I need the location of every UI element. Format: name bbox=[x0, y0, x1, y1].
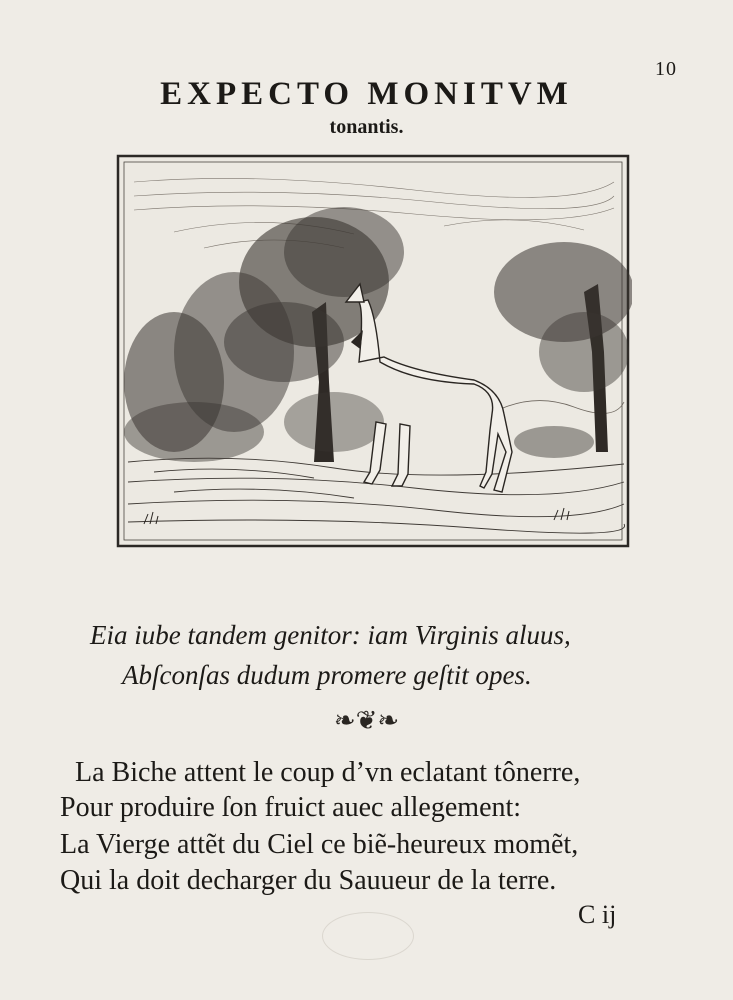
french-verse-line: La Vierge attẽt du Ciel ce biẽ-heureux momẽt, bbox=[60, 829, 579, 860]
fleuron-ornament: ❧❦❧ bbox=[333, 706, 400, 735]
engraving-image bbox=[114, 152, 632, 550]
latin-verse-line: Abſconſas dudum promere geſtit opes. bbox=[122, 660, 532, 690]
latin-verse-line: Eia iube tandem genitor: iam Virginis aluus, bbox=[90, 620, 571, 650]
emblem-subtitle: tonantis. bbox=[329, 116, 404, 138]
faint-stamp bbox=[322, 912, 414, 960]
french-verse-line: Pour produire ſon fruict auec allegement: bbox=[60, 792, 522, 823]
signature-mark: C ij bbox=[578, 900, 617, 929]
emblem-title: EXPECTO MONITVM bbox=[160, 76, 573, 112]
french-verse-line: La Biche attent le coup d’vn eclatant tônerre, bbox=[75, 757, 581, 788]
page-number: 10 bbox=[655, 58, 677, 80]
french-verse-line: Qui la doit decharger du Sauueur de la terre. bbox=[60, 865, 557, 896]
